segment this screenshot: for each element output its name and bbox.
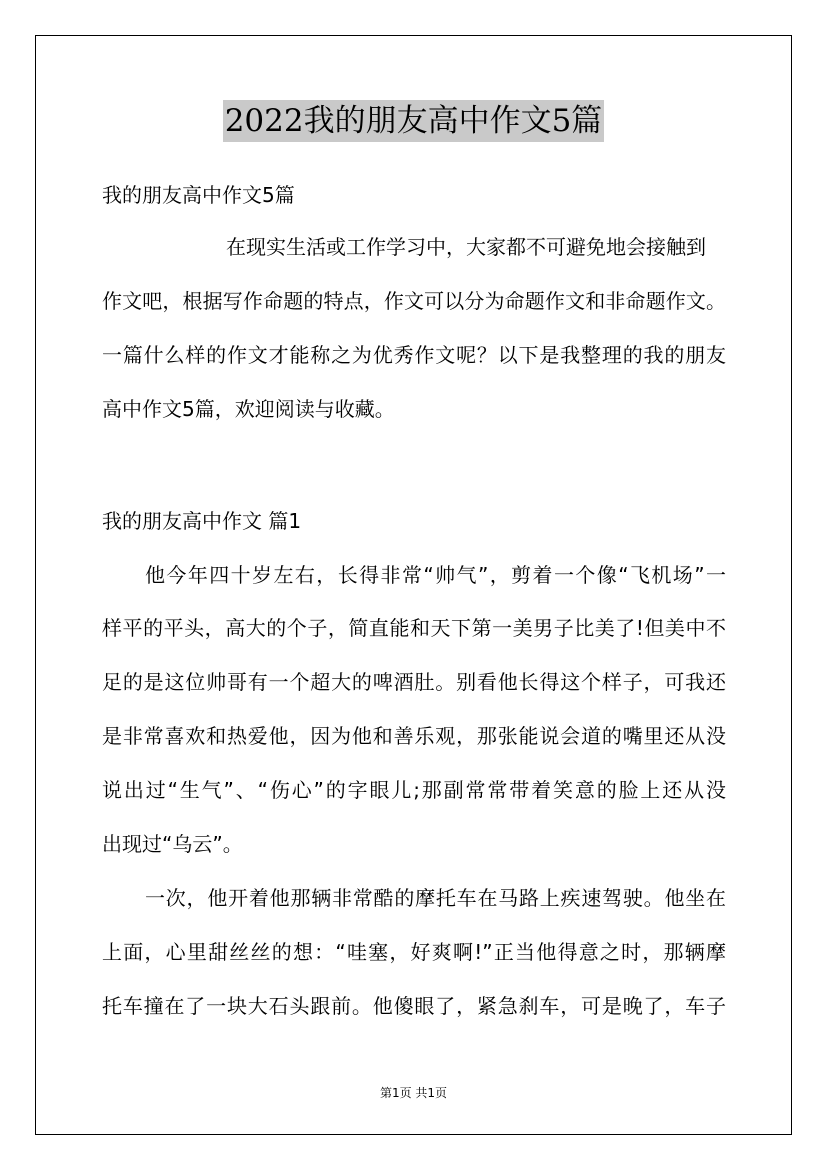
paragraph-2-line-1: 一次，他开着他那辆非常酷的摩托车在马路上疾速驾驶。他坐在 <box>145 886 726 910</box>
page-footer: 第1页 共1页 <box>379 1086 448 1100</box>
intro-line-4: 高中作文5篇，欢迎阅读与收藏。 <box>102 397 395 421</box>
section-heading: 我的朋友高中作文 篇1 <box>102 509 302 533</box>
document-title: 2022我的朋友高中作文5篇 <box>223 100 605 142</box>
paragraph-1-line-1: 他今年四十岁左右，长得非常“帅气”，剪着一个像“飞机场”一 <box>145 563 726 587</box>
intro-line-2: 作文吧，根据写作命题的特点，作文可以分为命题作文和非命题作文。 <box>102 289 726 313</box>
title-container <box>0 100 827 142</box>
intro-line-3: 一篇什么样的作文才能称之为优秀作文呢？以下是我整理的我的朋友 <box>102 343 726 367</box>
paragraph-2-line-2: 上面，心里甜丝丝的想：“哇塞，好爽啊!”正当他得意之时，那辆摩 <box>102 940 726 964</box>
paragraph-1-line-6: 出现过“乌云”。 <box>102 832 243 856</box>
paragraph-1-line-5: 说出过“生气”、“伤心”的字眼儿;那副常常带着笑意的脸上还从没 <box>102 778 726 802</box>
paragraph-1-line-3: 足的是这位帅哥有一个超大的啤酒肚。别看他长得这个样子，可我还 <box>102 670 726 694</box>
document-subtitle: 我的朋友高中作文5篇 <box>102 183 295 207</box>
paragraph-1-line-4: 是非常喜欢和热爱他，因为他和善乐观，那张能说会道的嘴里还从没 <box>102 724 726 748</box>
intro-line-1: 在现实生活或工作学习中，大家都不可避免地会接触到 <box>226 235 706 259</box>
paragraph-2-line-3: 托车撞在了一块大石头跟前。他傻眼了，紧急刹车，可是晚了，车子 <box>102 994 726 1018</box>
paragraph-1-line-2: 样平的平头，高大的个子，简直能和天下第一美男子比美了!但美中不 <box>102 616 726 640</box>
